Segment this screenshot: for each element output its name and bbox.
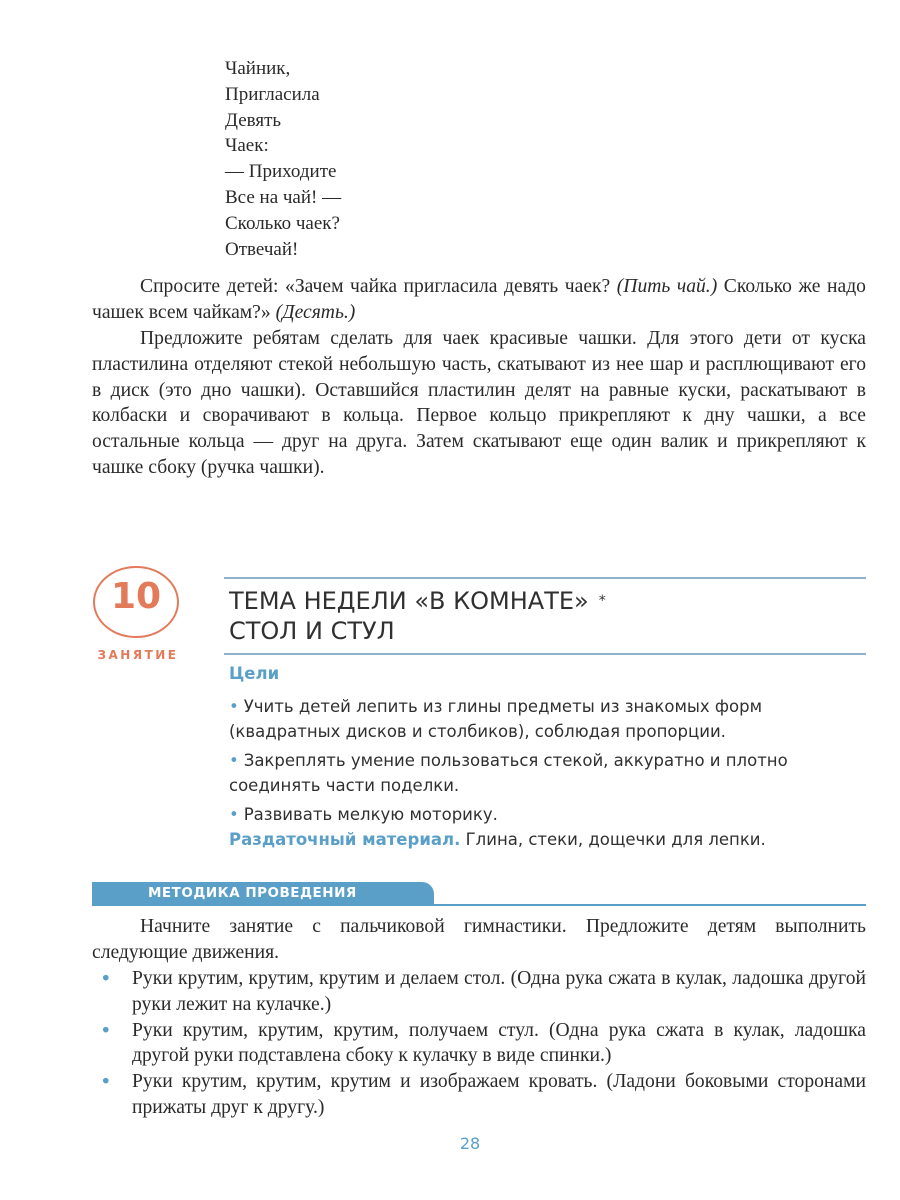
page-number: 28 [459, 1134, 481, 1153]
bullet-dot: • [100, 1018, 112, 1042]
bullet-dot: • [100, 967, 112, 990]
poem-line: Отвечай! [225, 238, 299, 260]
method-heading: МЕТОДИКА ПРОВЕДЕНИЯ [148, 885, 357, 901]
poem-line: Чаек: [225, 135, 269, 157]
bullet-dot: • [229, 697, 239, 716]
bullet-dot: • [229, 751, 239, 770]
paragraph-text: Предложите ребятам сделать для чаек красивые чашки. Для этого дети от куска пластилина отделяют стекой небольшую часть, скатывают из нее шар и расплющивают его в диск (это дно чашки). Оставшийся пластилин делят на равные куски, раскатывают в колбаски и сворачивают в кольца. Первое кольцо прикрепляют к дну чашки, а все остальные кольца — друг на друга. Затем скатывают еще один валик и прикрепляют к чашке сбоку (ручка чашки). [92, 328, 866, 478]
goal-item: • Учить детей лепить из глины предметы из знакомых форм (квадратных дисков и столбиков), соблюдая пропорции. [229, 697, 763, 741]
lesson-title [229, 586, 606, 646]
method-item: • Руки крутим, крутим, крутим, получаем стул. (Одна рука сжата в кулак, ладошка другой руки подставлена сбоку к кулачку в виде спинки.) [100, 1018, 866, 1067]
lesson-number: 10 [110, 576, 162, 617]
handout-material [229, 830, 766, 849]
answer-italic: (Десять.) [275, 301, 356, 323]
paragraph-text: Сколько же надо чашек всем чайкам?» [92, 276, 866, 323]
goals-list [229, 694, 869, 831]
poem-line: Пригласила [225, 83, 320, 105]
paragraph-text: Начните занятие с пальчиковой гимнастики. Предложите детям выполнить следующие движения. [92, 916, 866, 963]
answer-italic: (Пить чай.) [616, 276, 718, 297]
paragraph-instructions [92, 326, 866, 481]
paragraph-text: Спросите детей: «Зачем чайка пригласила девять чаек? [140, 276, 617, 297]
paragraph-question [92, 274, 866, 326]
goal-item: • Развивать мелкую моторику. [229, 805, 498, 824]
method-item: • Руки крутим, крутим, крутим и делаем стол. (Одна рука сжата в кулак, ладошка другой руки лежит на кулачке.) [100, 967, 866, 1015]
title-rule-top [224, 577, 866, 579]
title-line-1: ТЕМА НЕДЕЛИ «В КОМНАТЕ» [229, 587, 589, 615]
bullet-dot: • [100, 1070, 112, 1094]
title-line-2: СТОЛ И СТУЛ [229, 617, 395, 645]
poem [225, 56, 341, 262]
material-label: Раздаточный материал. [229, 830, 461, 849]
method-rule [92, 904, 866, 906]
poem-line: Все на чай! — [225, 186, 342, 208]
material-text: Глина, стеки, дощечки для лепки. [460, 830, 766, 849]
bullet-dot: • [229, 805, 239, 824]
lesson-label: ЗАНЯТИЕ [97, 648, 179, 662]
poem-line: Сколько чаек? [225, 212, 340, 234]
poem-line: — Приходите [225, 161, 337, 183]
goals-heading: Цели [229, 664, 280, 683]
method-list [100, 966, 866, 1121]
title-star: * [598, 593, 606, 609]
goal-item: • Закреплять умение пользоваться стекой, аккуратно и плотно соединять части поделки. [229, 751, 788, 795]
method-item: • Руки крутим, крутим, крутим и изображаем кровать. (Ладони боковыми сторонами прижаты друг к другу.) [100, 1070, 866, 1118]
method-intro [92, 914, 866, 966]
poem-line: Девять [225, 109, 282, 131]
title-rule-bottom [224, 653, 866, 655]
poem-line: Чайник, [225, 58, 291, 79]
